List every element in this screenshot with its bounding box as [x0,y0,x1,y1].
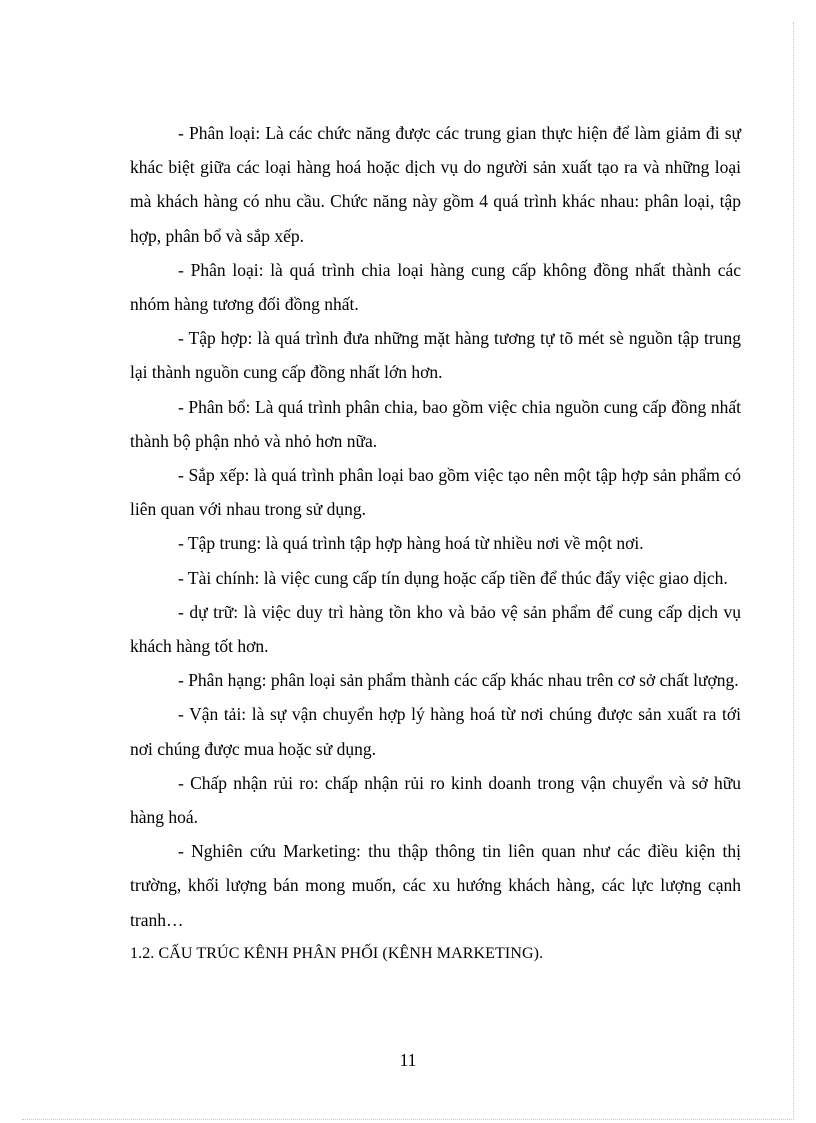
paragraph-grading: - Phân hạng: phân loại sản phẩm thành các cấp khác nhau trên cơ sở chất lượng. [178,670,739,691]
paragraph-assorting: - Sắp xếp: là quá trình phân loại bao gồm việc tạo nên một tập hợp sản phẩm có liên quan với nhau trong sử dụng. [130,465,741,520]
paragraph-financing: - Tài chính: là việc cung cấp tín dụng hoặc cấp tiền để thúc đẩy việc giao dịch. [178,567,728,588]
paragraph-transportation: - Vận tải: là sự vận chuyển hợp lý hàng hoá từ nơi chúng được sản xuất ra tới nơi chúng được mua hoặc sử dụng. [130,704,741,759]
paragraph-concentration: - Tập trung: là quá trình tập hợp hàng hoá từ nhiều nơi về một nơi. [178,533,644,554]
paragraph-classification: - Phân loại: Là các chức năng được các trung gian thực hiện để làm giảm đi sự khác biệt giữa các loại hàng hoá hoặc dịch vụ do người sản xuất tạo ra và những loại mà khách hàng có nhu cầu. Chức năng này gồm 4 quá trình khác nhau: phân loại, tập hợp, phân bổ và sắp xếp. [130,123,741,246]
paragraph-storage: - dự trữ: là việc duy trì hàng tồn kho và bảo vệ sản phẩm để cung cấp dịch vụ khách hàng tốt hơn. [130,601,741,657]
paragraph-accumulation: - Tập hợp: là quá trình đưa những mặt hàng tương tự tõ mét sè nguồn tập trung lại thành nguồn cung cấp đồng nhất lớn hơn. [130,328,741,383]
section-heading: 1.2. CẤU TRÚC KÊNH PHÂN PHỐI (KÊNH MARKETING). [130,944,544,962]
document-body [130,116,741,971]
paragraph-sorting: - Phân loại: là quá trình chia loại hàng cung cấp không đồng nhất thành các nhóm hàng tương đối đồng nhất. [130,259,741,315]
paragraph-marketing-research: - Nghiên cứu Marketing: thu thập thông tin liên quan như các điều kiện thị trường, khối lượng bán mong muốn, các xu hướng khách hàng, các lực lượng cạnh tranh… [130,841,741,930]
paragraph-allocation: - Phân bổ: Là quá trình phân chia, bao gồm việc chia nguồn cung cấp đồng nhất thành bộ phận nhỏ và nhỏ hơn nữa. [130,396,741,451]
page-number: 11 [399,1050,417,1070]
paragraph-risk-taking: - Chấp nhận rủi ro: chấp nhận rủi ro kinh doanh trong vận chuyển và sở hữu hàng hoá. [130,772,741,828]
